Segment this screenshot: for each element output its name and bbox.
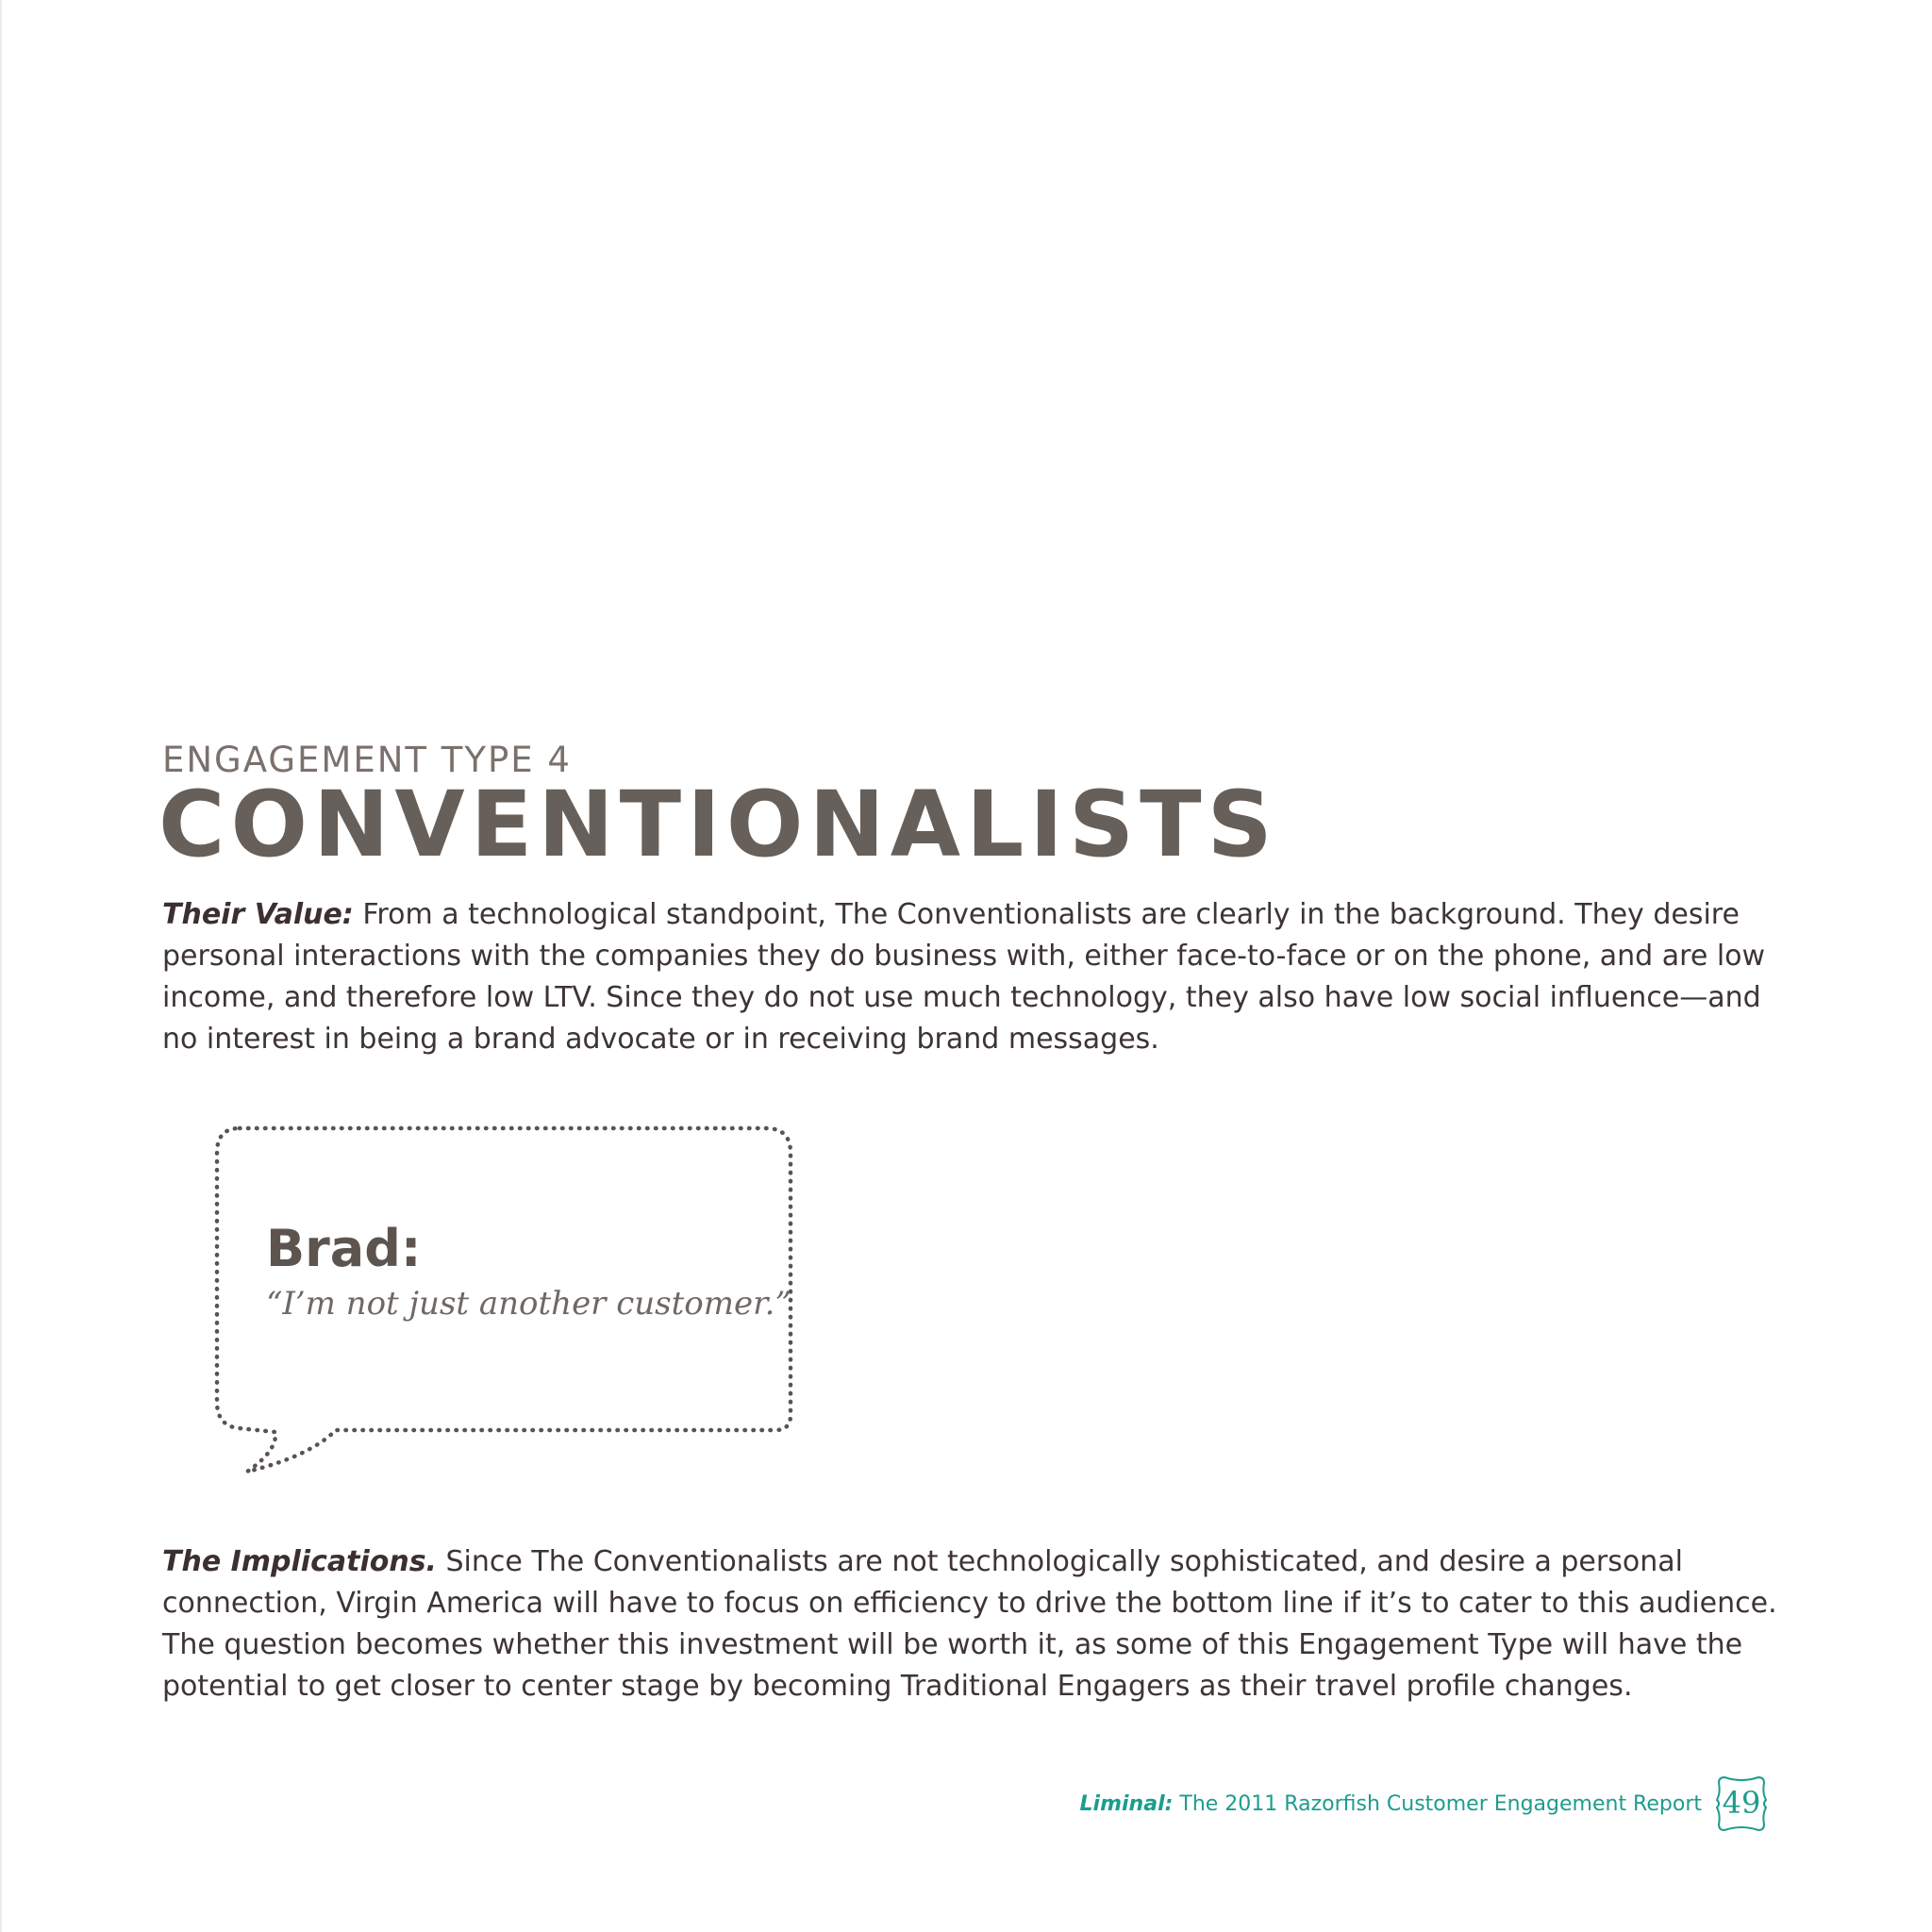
page-footer bbox=[1080, 1774, 1768, 1834]
page-edge bbox=[0, 0, 2, 1932]
persona-quote: “I’m not just another customer.” bbox=[266, 1285, 791, 1323]
implications-paragraph-lead: The Implications. bbox=[162, 1545, 437, 1578]
footer-report-title: The 2011 Razorfish Customer Engagement Report bbox=[1173, 1791, 1702, 1816]
footer-report-line bbox=[1080, 1792, 1702, 1816]
value-paragraph bbox=[162, 894, 1785, 1060]
value-paragraph-text: From a technological standpoint, The Conventionalists are clearly in the background. They desire personal interactions with the companies they do business with, either face-to-face or on the phone, and are low income, and therefore low LTV. Since they do not use much technology, they also have low social influence—and no interest in being a brand advocate or in receiving brand messages. bbox=[162, 898, 1766, 1056]
section-eyebrow: ENGAGEMENT TYPE 4 bbox=[162, 740, 572, 780]
page-title: CONVENTIONALISTS bbox=[158, 772, 1278, 877]
page-number: 49 bbox=[1722, 1785, 1761, 1821]
implications-paragraph bbox=[162, 1541, 1785, 1707]
footer-brand: Liminal: bbox=[1079, 1791, 1174, 1816]
implications-paragraph-text: Since The Conventionalists are not technologically sophisticated, and desire a personal connection, Virgin America will have to focus on efficiency to drive the bottom line if it’s to cater to this audience. The question becomes whether this investment will be worth it, as some of this Engagement Type will have the potential to get closer to center stage by becoming Traditional Engagers as their travel profile changes. bbox=[162, 1545, 1777, 1703]
value-paragraph-lead: Their Value: bbox=[162, 898, 354, 931]
persona-name: Brad: bbox=[266, 1219, 422, 1278]
persona-speech-bubble bbox=[215, 1128, 791, 1477]
page-number-badge bbox=[1715, 1774, 1768, 1834]
